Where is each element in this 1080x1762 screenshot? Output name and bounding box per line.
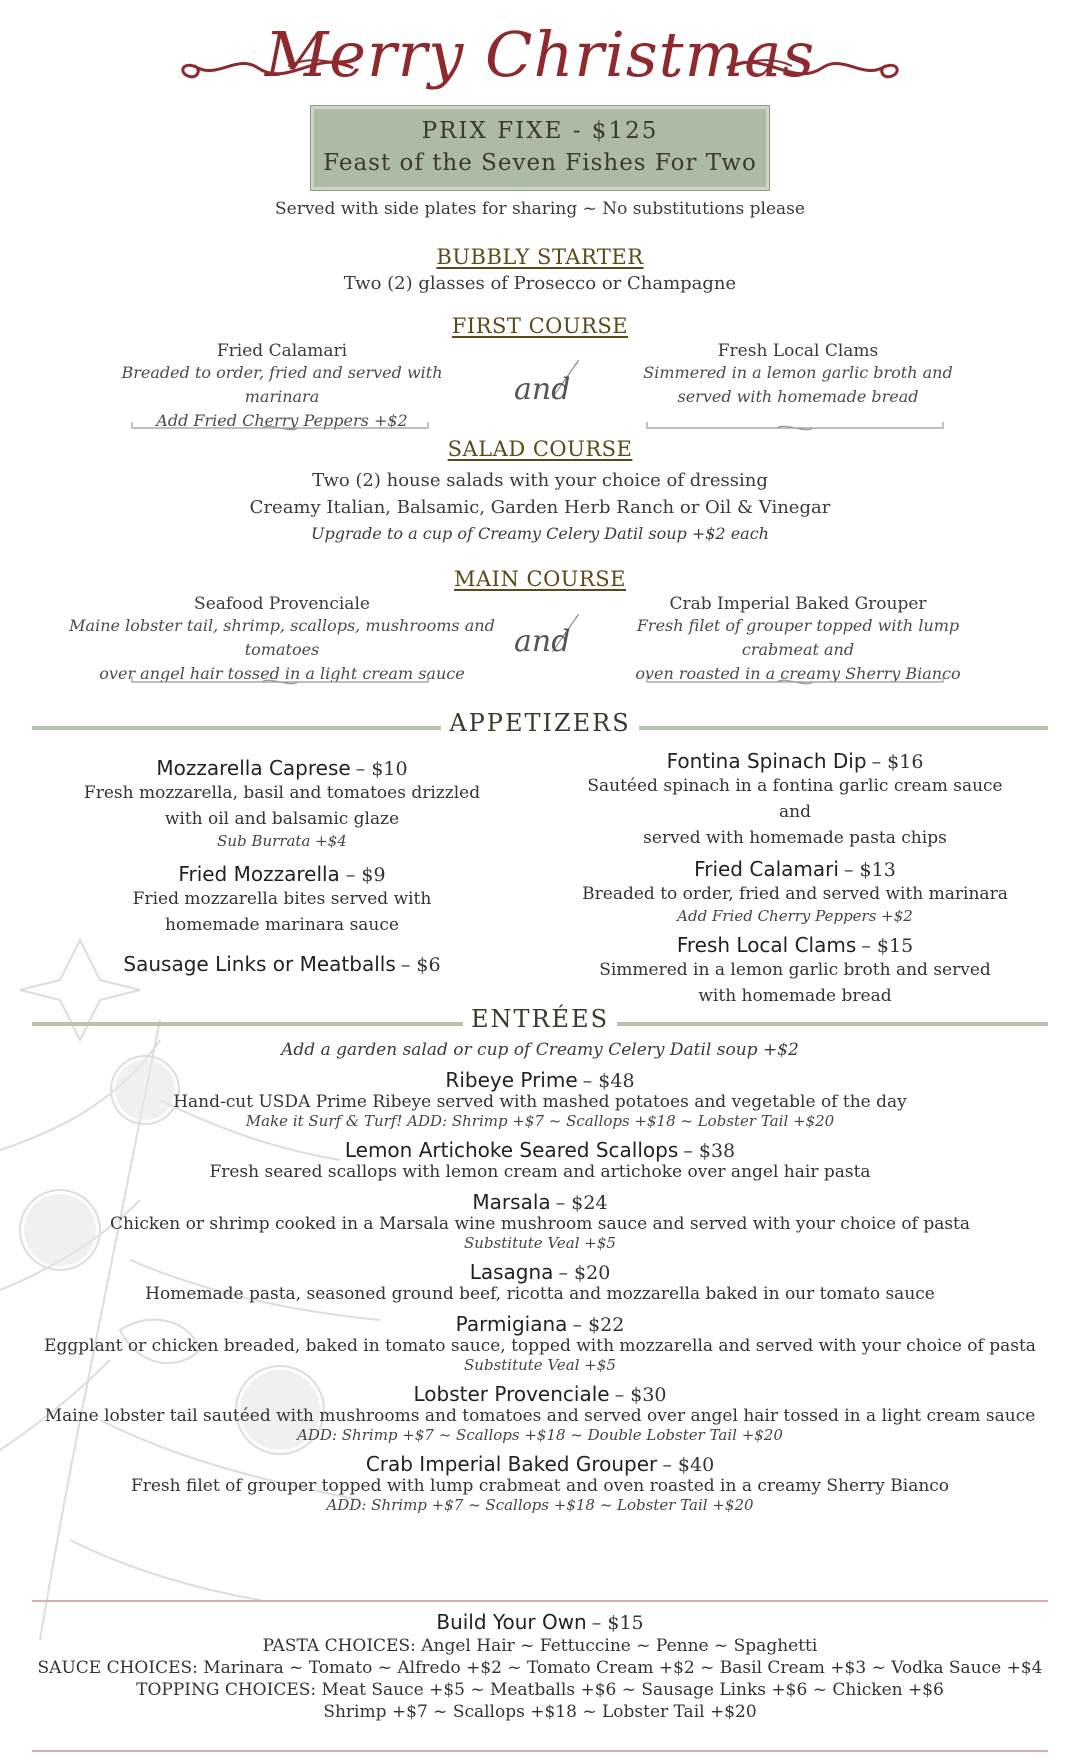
entree-price: – $22 — [572, 1314, 625, 1336]
appetizer-name: Fried Calamari — [694, 857, 839, 881]
entree-desc: Fresh filet of grouper topped with lump crabmeat and oven roasted in a creamy Sherry Bianco — [130, 1476, 950, 1496]
prix-fixe-note: Served with side plates for sharing ~ No substitutions please — [275, 199, 805, 219]
entree-item — [0, 1452, 1080, 1514]
appetizer-note: Sub Burrata +$4 — [217, 832, 347, 850]
appetizer-desc: with homemade bread — [698, 986, 892, 1006]
and-connector: and — [514, 624, 571, 659]
build-your-own-top-rule — [32, 1600, 1048, 1602]
entree-name: Crab Imperial Baked Grouper — [365, 1452, 658, 1476]
entrees-title: ENTRÉES — [463, 1005, 617, 1033]
dish-desc: Breaded to order, fried and served with marinara — [121, 363, 443, 406]
entree-desc: Chicken or shrimp cooked in a Marsala wine mushroom sauce and served with your choice of pasta — [109, 1214, 971, 1234]
page-title: Merry Christmas — [264, 18, 816, 91]
entree-name: Parmigiana — [455, 1312, 568, 1336]
entree-desc: Maine lobster tail sautéed with mushrooms and tomatoes and served over angel hair tossed in a light cream sauce — [44, 1406, 1036, 1426]
appetizer-desc: served with homemade pasta chips — [643, 828, 947, 848]
salad-course-line1: Two (2) house salads with your choice of dressing — [312, 470, 768, 491]
salad-course-line2: Creamy Italian, Balsamic, Garden Herb Ranch or Oil & Vinegar — [249, 497, 831, 518]
entree-price: – $30 — [614, 1384, 667, 1406]
appetizer-name: Fontina Spinach Dip — [666, 749, 867, 773]
pasta-choices: PASTA CHOICES: Angel Hair ~ Fettuccine ~ Penne ~ Spaghetti — [262, 1636, 818, 1656]
appetizer-price: – $9 — [339, 864, 386, 886]
bubbly-starter-title: BUBBLY STARTER — [436, 245, 644, 269]
entrees-list — [0, 1068, 1080, 1514]
appetizers-left-column — [82, 756, 482, 976]
dish-desc: served with homemade bread — [677, 387, 919, 406]
appetizer-name: Mozzarella Caprese — [156, 756, 351, 780]
appetizer-price: – $6 — [400, 954, 441, 976]
dish-desc: Simmered in a lemon garlic broth and — [643, 363, 953, 382]
dish-name: Crab Imperial Baked Grouper — [669, 594, 927, 614]
sauce-choices: SAUCE CHOICES: Marinara ~ Tomato ~ Alfredo +$2 ~ Tomato Cream +$2 ~ Basil Cream +$3 ~ Vodka Sauce +$4 — [37, 1658, 1043, 1678]
appetizer-desc: Simmered in a lemon garlic broth and served — [599, 960, 991, 980]
entree-item — [0, 1190, 1080, 1252]
dish-note: Add Fried Cherry Peppers +$2 — [156, 411, 408, 430]
entree-note: Substitute Veal +$5 — [464, 1234, 616, 1252]
main-course-right — [598, 594, 998, 686]
prix-fixe-subtitle: Feast of the Seven Fishes For Two — [323, 150, 757, 176]
topping-choices: TOPPING CHOICES: Meat Sauce +$5 ~ Meatballs +$6 ~ Sausage Links +$6 ~ Chicken +$6 — [136, 1680, 944, 1700]
build-your-own-section — [0, 1610, 1080, 1722]
dish-desc: Fresh filet of grouper topped with lump crabmeat and — [636, 616, 960, 659]
main-course-left — [62, 594, 502, 686]
entree-desc: Eggplant or chicken breaded, baked in tomato sauce, topped with mozzarella and served with your choice of pasta — [44, 1336, 1036, 1356]
entree-price: – $38 — [683, 1140, 736, 1162]
appetizer-desc: Fresh mozzarella, basil and tomatoes drizzled — [83, 783, 481, 803]
entree-price: – $24 — [555, 1192, 608, 1214]
appetizer-name: Fried Mozzarella — [178, 862, 340, 886]
entree-note: Make it Surf & Turf! ADD: Shrimp +$7 ~ Scallops +$18 ~ Lobster Tail +$20 — [245, 1112, 835, 1130]
entrees-note: Add a garden salad or cup of Creamy Celery Datil soup +$2 — [281, 1040, 799, 1060]
entree-item — [0, 1068, 1080, 1130]
entree-item — [0, 1138, 1080, 1182]
main-course-title: MAIN COURSE — [453, 567, 627, 591]
entree-desc: Hand-cut USDA Prime Ribeye served with mashed potatoes and vegetable of the day — [173, 1092, 907, 1112]
and-connector: and — [514, 372, 571, 407]
scroll-divider-ornament — [130, 674, 430, 688]
build-your-own-name: Build Your Own — [436, 1610, 587, 1634]
scroll-divider-ornament — [645, 674, 945, 688]
build-your-own-bottom-rule — [32, 1750, 1048, 1752]
entree-item — [0, 1260, 1080, 1304]
dish-name: Seafood Provenciale — [194, 594, 370, 614]
appetizer-price: – $15 — [861, 935, 914, 957]
entree-name: Lemon Artichoke Seared Scallops — [344, 1138, 679, 1162]
appetizer-price: – $10 — [355, 758, 408, 780]
dish-desc: over angel hair tossed in a light cream sauce — [99, 664, 465, 683]
dish-desc: oven roasted in a creamy Sherry Bianco — [635, 664, 961, 683]
appetizer-desc: with oil and balsamic glaze — [164, 809, 400, 829]
first-course-title: FIRST COURSE — [451, 314, 629, 338]
first-course-right — [618, 341, 978, 409]
prix-fixe-box — [311, 106, 769, 190]
build-your-own-price: – $15 — [591, 1612, 644, 1634]
entree-desc: Homemade pasta, seasoned ground beef, ricotta and mozzarella baked in our tomato sauce — [145, 1284, 935, 1304]
entree-item — [0, 1382, 1080, 1444]
bubbly-starter-desc: Two (2) glasses of Prosecco or Champagne — [343, 273, 737, 294]
appetizers-title: APPETIZERS — [441, 709, 638, 737]
appetizers-right-column — [570, 749, 1020, 1009]
scroll-divider-ornament — [645, 420, 945, 434]
entree-name: Ribeye Prime — [445, 1068, 578, 1092]
dish-desc: Maine lobster tail, shrimp, scallops, mushrooms and tomatoes — [69, 616, 495, 659]
appetizer-desc: Breaded to order, fried and served with marinara — [582, 884, 1008, 904]
entree-desc: Fresh seared scallops with lemon cream and artichoke over angel hair pasta — [209, 1162, 871, 1182]
appetizers-header — [0, 709, 1080, 737]
entree-price: – $20 — [558, 1262, 611, 1284]
appetizer-desc: Fried mozzarella bites served with — [132, 889, 432, 909]
entrees-header — [0, 1005, 1080, 1033]
topping-choices-continued: Shrimp +$7 ~ Scallops +$18 ~ Lobster Tail +$20 — [323, 1702, 757, 1722]
entree-name: Lasagna — [469, 1260, 554, 1284]
entree-price: – $48 — [582, 1070, 635, 1092]
entree-note: ADD: Shrimp +$7 ~ Scallops +$18 ~ Lobster Tail +$20 — [326, 1496, 754, 1514]
entree-price: – $40 — [662, 1454, 715, 1476]
appetizer-price: – $16 — [871, 751, 924, 773]
entree-name: Marsala — [472, 1190, 551, 1214]
prix-fixe-price: PRIX FIXE - $125 — [421, 118, 659, 144]
dish-name: Fried Calamari — [216, 341, 348, 361]
appetizer-name: Sausage Links or Meatballs — [123, 952, 396, 976]
entree-name: Lobster Provenciale — [413, 1382, 610, 1406]
salad-course-upgrade: Upgrade to a cup of Creamy Celery Datil soup +$2 each — [311, 524, 769, 543]
scroll-divider-ornament — [130, 420, 430, 434]
appetizer-name: Fresh Local Clams — [676, 933, 857, 957]
appetizer-desc: Sautéed spinach in a fontina garlic cream sauce and — [587, 776, 1003, 822]
salad-course-title: SALAD COURSE — [447, 437, 633, 461]
appetizer-desc: homemade marinara sauce — [165, 915, 399, 935]
entree-item — [0, 1312, 1080, 1374]
appetizer-note: Add Fried Cherry Peppers +$2 — [677, 907, 913, 925]
entree-note: Substitute Veal +$5 — [464, 1356, 616, 1374]
appetizer-price: – $13 — [844, 859, 896, 881]
entree-note: ADD: Shrimp +$7 ~ Scallops +$18 ~ Double Lobster Tail +$20 — [297, 1426, 783, 1444]
dish-name: Fresh Local Clams — [717, 341, 879, 361]
